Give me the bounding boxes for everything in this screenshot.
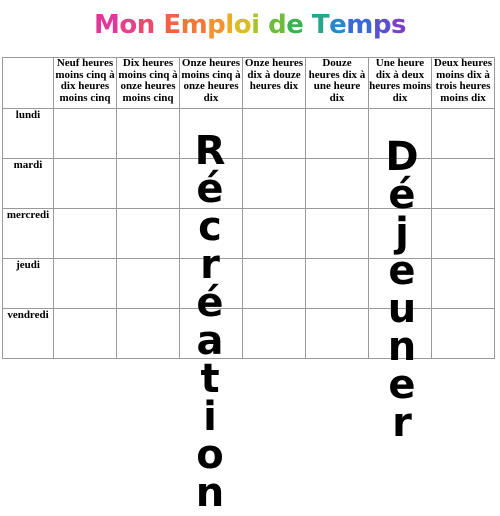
period-header: Douze heures dix à une heure dix — [306, 58, 369, 109]
schedule-cell — [54, 109, 117, 159]
schedule-cell — [117, 309, 180, 359]
header-row — [3, 58, 495, 109]
schedule-cell — [243, 209, 306, 259]
vertical-letter: r — [200, 242, 220, 288]
schedule-cell — [432, 159, 495, 209]
vertical-letter: o — [196, 432, 224, 478]
vertical-letter: j — [395, 210, 409, 256]
title-letter: i — [251, 10, 260, 40]
period-header: Neuf heures moins cinq à dix heures moins cinq — [54, 58, 117, 109]
title-letter: l — [225, 10, 234, 40]
vertical-letter: e — [388, 362, 416, 408]
title-letter: s — [391, 10, 406, 40]
vertical-letter: i — [203, 394, 217, 440]
period-header: Dix heures moins cinq à onze heures moins cinq — [117, 58, 180, 109]
day-label: mardi — [3, 159, 54, 209]
title-letter: o — [233, 10, 252, 40]
schedule-cell — [306, 159, 369, 209]
title-letter: e — [286, 10, 304, 40]
schedule-cell — [54, 209, 117, 259]
schedule-cell — [54, 159, 117, 209]
corner-cell — [3, 58, 54, 109]
day-label: vendredi — [3, 309, 54, 359]
schedule-cell — [432, 309, 495, 359]
vertical-letter: r — [392, 400, 412, 446]
period-header: Deux heures moins dix à trois heures moins dix — [432, 58, 495, 109]
schedule-cell — [54, 309, 117, 359]
title-letter: d — [268, 10, 287, 40]
title-letter: m — [180, 10, 208, 40]
recreation-label — [180, 128, 240, 516]
vertical-letter: n — [387, 324, 417, 370]
schedule-cell — [306, 209, 369, 259]
vertical-letter: c — [198, 204, 222, 250]
schedule-cell — [243, 109, 306, 159]
vertical-letter: u — [387, 286, 417, 332]
schedule-cell — [432, 109, 495, 159]
schedule-cell — [54, 259, 117, 309]
vertical-letter: e — [388, 248, 416, 294]
title-letter: p — [207, 10, 226, 40]
schedule-cell — [117, 209, 180, 259]
title-letter — [303, 10, 312, 40]
vertical-letter: é — [388, 172, 416, 218]
schedule-cell — [243, 259, 306, 309]
vertical-letter: é — [196, 166, 224, 212]
day-label: lundi — [3, 109, 54, 159]
schedule-cell — [243, 309, 306, 359]
title-letter: T — [311, 10, 330, 40]
vertical-letter: t — [200, 356, 220, 402]
vertical-letter: D — [385, 134, 419, 180]
schedule-cell — [306, 309, 369, 359]
title-letter: o — [119, 10, 137, 40]
schedule-cell — [306, 109, 369, 159]
period-header: Une heure dix à deux heures moins dix — [369, 58, 432, 109]
schedule-cell — [306, 259, 369, 309]
schedule-cell — [432, 259, 495, 309]
day-label: jeudi — [3, 259, 54, 309]
title-letter: e — [329, 10, 347, 40]
vertical-letter: n — [195, 470, 225, 516]
title-letter: M — [93, 10, 120, 40]
vertical-letter: a — [196, 318, 224, 364]
schedule-cell — [117, 109, 180, 159]
title-letter — [155, 10, 164, 40]
title-letter — [260, 10, 269, 40]
dejeuner-label — [372, 134, 432, 446]
period-header: Onze heures dix à douze heures dix — [243, 58, 306, 109]
title-letter: n — [136, 10, 155, 40]
title-letter: E — [163, 10, 181, 40]
page-title — [0, 10, 500, 40]
period-header: Onze heures moins cinq à onze heures dix — [180, 58, 243, 109]
schedule-cell — [432, 209, 495, 259]
title-letter: p — [372, 10, 392, 40]
schedule-cell — [117, 159, 180, 209]
schedule-cell — [117, 259, 180, 309]
vertical-letter: é — [196, 280, 224, 326]
day-label: mercredi — [3, 209, 54, 259]
schedule-cell — [243, 159, 306, 209]
vertical-letter: R — [194, 128, 226, 174]
title-letter: m — [346, 10, 373, 40]
